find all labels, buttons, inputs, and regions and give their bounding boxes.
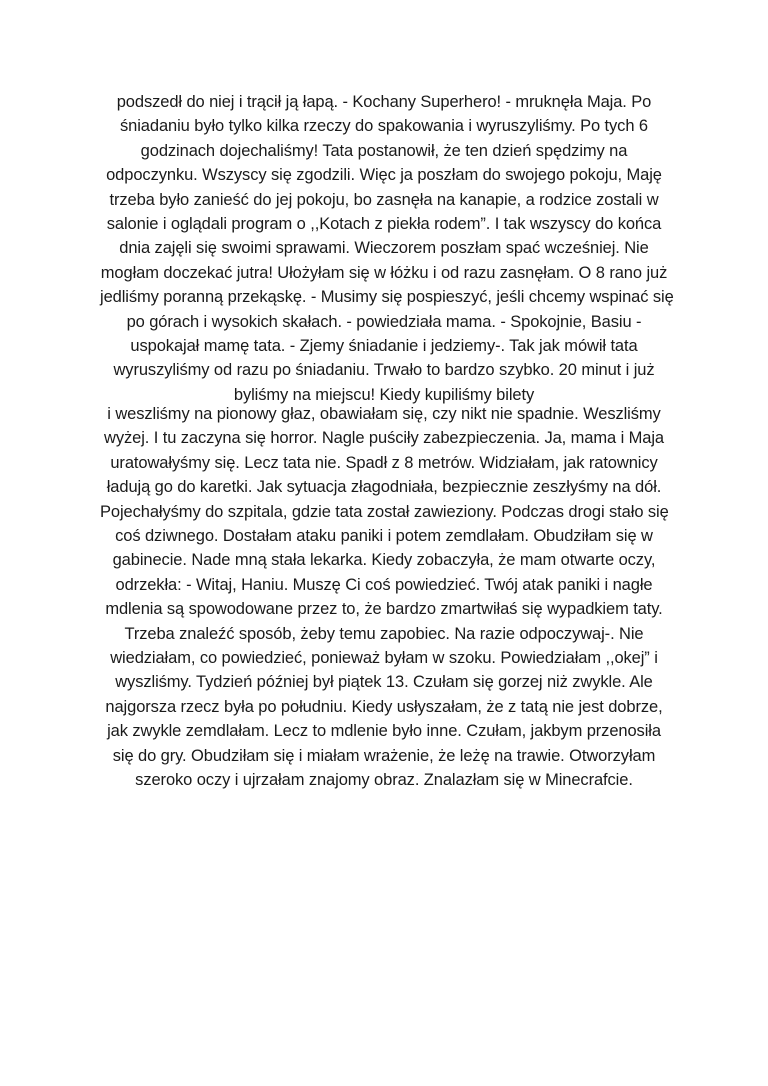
text-line: ładują go do karetki. Jak sytuacja złagodniała, bezpiecznie zeszłyśmy na dół. bbox=[106, 478, 662, 497]
text-line: śniadaniu było tylko kilka rzeczy do spakowania i wyruszyliśmy. Po tych 6 bbox=[120, 117, 648, 136]
paragraph-2 bbox=[100, 402, 668, 793]
text-line: jedliśmy poranną przekąskę. - Musimy się pospieszyć, jeśli chcemy wspinać się bbox=[100, 288, 674, 307]
text-line: najgorsza rzecz była po południu. Kiedy usłyszałam, że z tatą nie jest dobrze, bbox=[105, 697, 663, 716]
text-line: się do gry. Obudziłam się i miałam wrażenie, że leżę na trawie. Otworzyłam bbox=[112, 746, 656, 765]
text-line: odpoczynku. Wszyscy się zgodzili. Więc ja poszłam do swojego pokoju, Maję bbox=[106, 166, 662, 185]
text-line: podszedł do niej i trącił ją łapą. - Kochany Superhero! - mruknęła Maja. Po bbox=[116, 93, 652, 111]
text-line: Pojechałyśmy do szpitala, gdzie tata został zawieziony. Podczas drogi stało się bbox=[100, 502, 669, 521]
text-line: mogłam doczekać jutra! Ułożyłam się w łóżku i od razu zasnęłam. O 8 rano już bbox=[100, 263, 668, 282]
text-line: gabinecie. Nade mną stała lekarka. Kiedy zobaczyła, że mam otwarte oczy, bbox=[112, 551, 656, 570]
text-line: dnia zajęli się swoimi sprawami. Wieczorem poszłam spać wcześniej. Nie bbox=[119, 239, 649, 258]
text-line: uratowałyśmy się. Lecz tata nie. Spadł z 8 metrów. Widziałam, jak ratownicy bbox=[110, 453, 658, 472]
text-line: godzinach dojechaliśmy! Tata postanowił, że ten dzień spędzimy na bbox=[140, 141, 628, 160]
text-line: po górach i wysokich skałach. - powiedziała mama. - Spokojnie, Basiu - bbox=[126, 312, 642, 331]
text-line: mdlenia są spowodowane przez to, że bardzo zmartwiłaś się wypadkiem taty. bbox=[105, 600, 663, 619]
text-line: wyruszyliśmy od razu po śniadaniu. Trwało to bardzo szybko. 20 minut i już bbox=[113, 361, 655, 380]
text-line: wyżej. I tu zaczyna się horror. Nagle puściły zabezpieczenia. Ja, mama i Maja bbox=[104, 429, 664, 448]
text-line: uspokajał mamę tata. - Zjemy śniadanie i jedziemy-. Tak jak mówił tata bbox=[130, 337, 638, 356]
text-line: byliśmy na miejscu! Kiedy kupiliśmy bilety bbox=[233, 385, 535, 404]
text-line: szeroko oczy i ujrzałam znajomy obraz. Znalazłam się w Minecrafcie. bbox=[135, 771, 633, 790]
text-line: i weszliśmy na pionowy głaz, obawiałam się, czy nikt nie spadnie. Weszliśmy bbox=[107, 405, 661, 423]
text-line: coś dziwnego. Dostałam ataku paniki i potem zemdlałam. Obudziłam się w bbox=[115, 527, 653, 546]
text-line: jak zwykle zemdlałam. Lecz to mdlenie było inne. Czułam, jakbym przenosiła bbox=[107, 722, 661, 741]
text-line: salonie i oglądali program o ,,Kotach z piekła rodem”. I tak wszyscy do końca bbox=[106, 215, 662, 234]
text-line: wyszliśmy. Tydzień później był piątek 13. Czułam się gorzej niż zwykle. Ale bbox=[115, 673, 653, 692]
text-line: odrzekła: - Witaj, Haniu. Muszę Ci coś powiedzieć. Twój atak paniki i nagłe bbox=[115, 575, 653, 594]
text-line: wiedziałam, co powiedzieć, ponieważ byłam w szoku. Powiedziałam ,,okej” i bbox=[110, 649, 658, 668]
text-line: trzeba było zanieść do jej pokoju, bo zasnęła na kanapie, a rodzice zostali w bbox=[109, 190, 659, 209]
paragraph-1 bbox=[100, 90, 674, 407]
text-line: Trzeba znaleźć sposób, żeby temu zapobiec. Na razie odpoczywaj-. Nie bbox=[124, 624, 644, 643]
